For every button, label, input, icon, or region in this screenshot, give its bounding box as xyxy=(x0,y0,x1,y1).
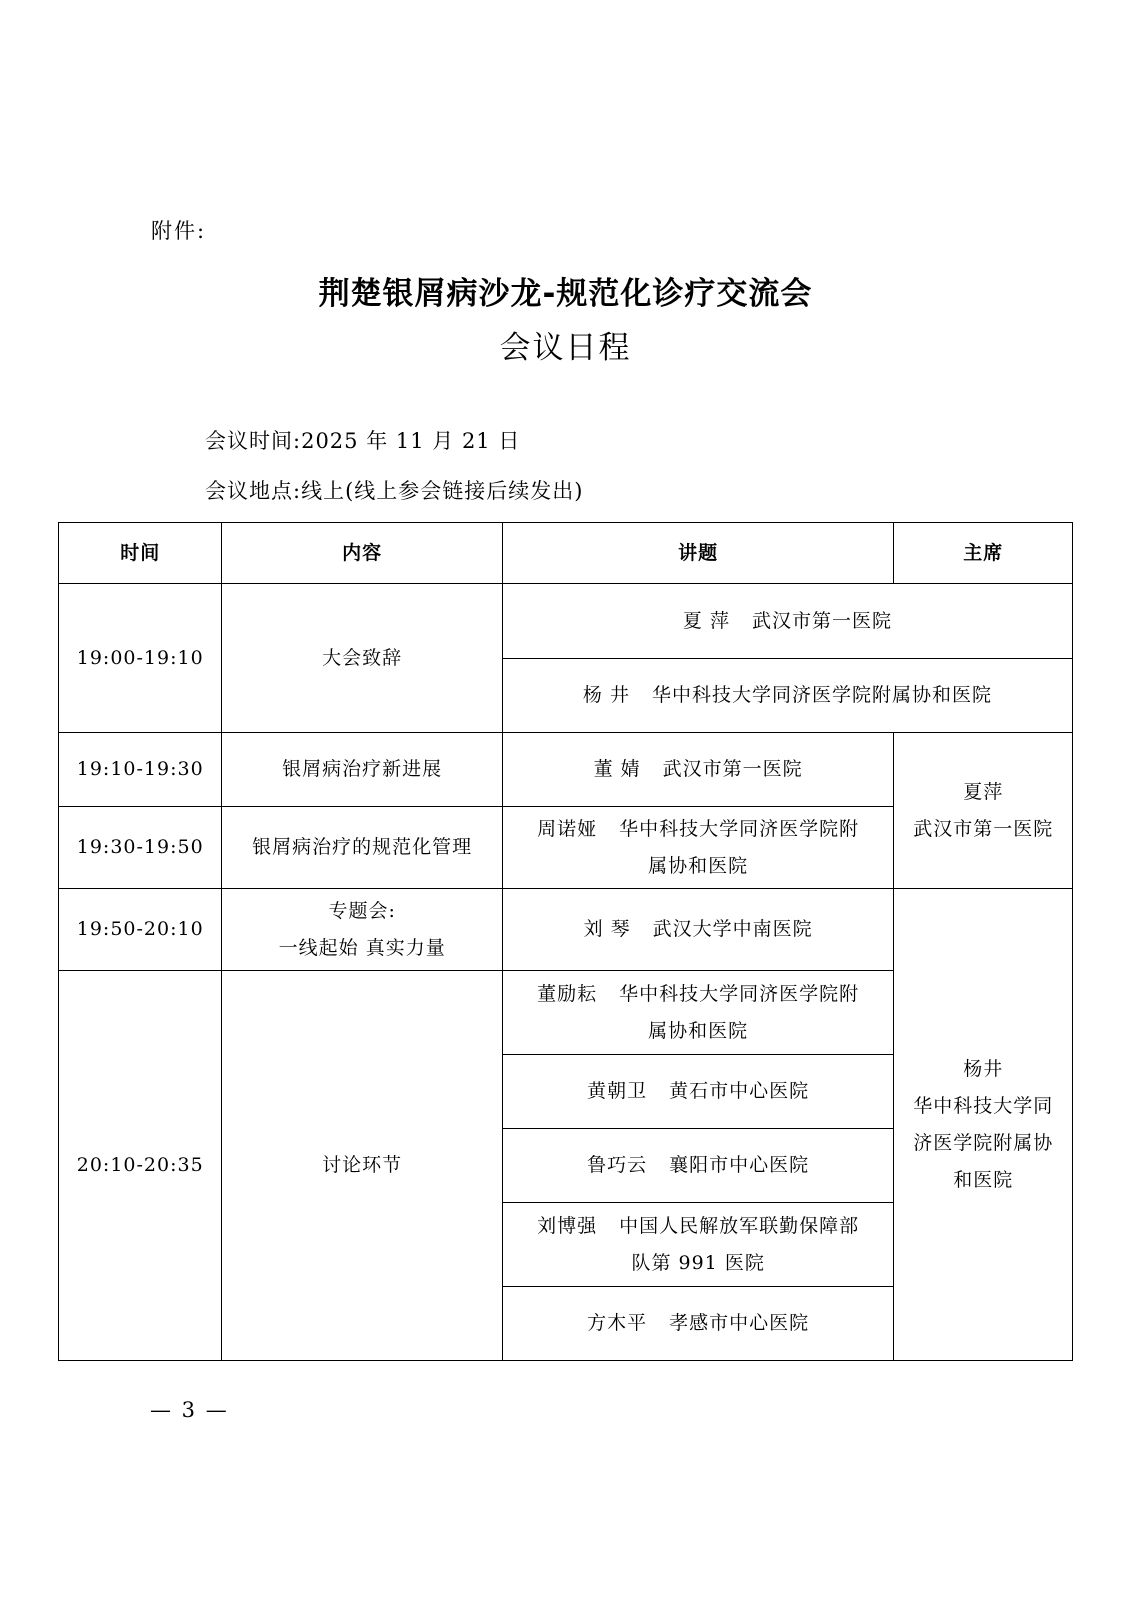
table-header-row xyxy=(59,523,1073,584)
speaker-org-line2: 属协和医院 xyxy=(648,1019,749,1042)
speaker-org: 黄石市中心医院 xyxy=(669,1080,810,1102)
speaker-org: 武汉大学中南医院 xyxy=(652,918,813,940)
schedule-table xyxy=(58,522,1073,1361)
header-content: 内容 xyxy=(222,523,502,584)
row3-time: 19:30-19:50 xyxy=(59,807,222,889)
header-chair: 主席 xyxy=(894,523,1073,584)
speaker-org: 华中科技大学同济医学院附属协和医院 xyxy=(651,684,992,706)
row4-time: 19:50-20:10 xyxy=(59,889,222,971)
speaker-org: 武汉市第一医院 xyxy=(751,609,892,632)
speaker-name: 刘 琴 xyxy=(583,918,631,940)
speaker-name: 黄朝卫 xyxy=(587,1080,648,1102)
row5-speaker-3 xyxy=(502,1129,893,1203)
row5-speaker-2 xyxy=(502,1055,893,1129)
speaker-org: 襄阳市中心医院 xyxy=(669,1154,810,1176)
page-number: — 3 — xyxy=(150,1398,229,1422)
speaker-name: 杨 井 xyxy=(582,684,630,706)
row5-speaker-1 xyxy=(502,971,893,1055)
row5-speaker-5 xyxy=(502,1287,893,1361)
meeting-place-value: 线上(线上参会链接后续发出) xyxy=(301,479,584,503)
document-subtitle: 会议日程 xyxy=(499,330,632,366)
row2-time: 19:10-19:30 xyxy=(59,733,222,807)
row5-time: 20:10-20:35 xyxy=(59,971,222,1361)
chair2-org-line1: 华中科技大学同 xyxy=(913,1094,1054,1117)
header-topic: 讲题 xyxy=(502,523,893,584)
speaker-name: 董励耘 xyxy=(537,982,598,1005)
speaker-org-line1: 华中科技大学同济医学院附 xyxy=(619,817,860,840)
meeting-time-label: 会议时间: xyxy=(205,429,302,453)
row3-content: 银屑病治疗的规范化管理 xyxy=(222,807,502,889)
speaker-org: 孝感市中心医院 xyxy=(669,1312,810,1334)
meeting-time-value: 2025 年 11 月 21 日 xyxy=(301,429,521,453)
speaker-name: 夏 萍 xyxy=(682,609,730,632)
speaker-name: 周诺娅 xyxy=(537,817,598,840)
speaker-name: 董 婧 xyxy=(593,758,641,780)
table-row xyxy=(59,733,1073,807)
row5-content: 讨论环节 xyxy=(222,971,502,1361)
chair2-cell xyxy=(894,889,1073,1361)
row1-speaker1 xyxy=(502,584,1072,659)
table-row xyxy=(59,889,1073,971)
speaker-org-line2: 队第 991 医院 xyxy=(631,1251,765,1274)
chair2-name: 杨井 xyxy=(963,1057,1004,1080)
row1-content: 大会致辞 xyxy=(222,584,502,733)
header-time: 时间 xyxy=(59,523,222,584)
speaker-org-line1: 华中科技大学同济医学院附 xyxy=(619,982,860,1005)
chair1-cell xyxy=(894,733,1073,889)
document-title: 荆楚银屑病沙龙-规范化诊疗交流会 xyxy=(318,276,813,312)
row2-content: 银屑病治疗新进展 xyxy=(222,733,502,807)
chair2-org-line3: 和医院 xyxy=(953,1168,1014,1191)
speaker-name: 方木平 xyxy=(587,1312,648,1334)
speaker-org: 武汉市第一医院 xyxy=(662,758,803,780)
chair1-org: 武汉市第一医院 xyxy=(913,817,1054,840)
speaker-org-line2: 属协和医院 xyxy=(648,854,749,877)
speaker-name: 刘博强 xyxy=(537,1214,598,1237)
meeting-place xyxy=(205,475,583,505)
row4-content xyxy=(222,889,502,971)
row4-content-line2: 一线起始 真实力量 xyxy=(278,936,446,959)
chair2-org-line2: 济医学院附属协 xyxy=(913,1131,1054,1154)
attachment-label: 附件: xyxy=(151,219,207,243)
row1-time: 19:00-19:10 xyxy=(59,584,222,733)
row4-content-line1: 专题会: xyxy=(328,899,396,922)
chair1-name: 夏萍 xyxy=(963,780,1004,803)
speaker-name: 鲁巧云 xyxy=(587,1154,648,1176)
row2-speaker xyxy=(502,733,893,807)
row3-speaker xyxy=(502,807,893,889)
meeting-place-label: 会议地点: xyxy=(205,479,302,503)
meeting-time xyxy=(205,425,520,455)
row1-speaker2 xyxy=(502,659,1072,733)
table-row xyxy=(59,584,1073,659)
speaker-org-line1: 中国人民解放军联勤保障部 xyxy=(619,1214,860,1237)
row5-speaker-4 xyxy=(502,1203,893,1287)
row4-speaker xyxy=(502,889,893,971)
